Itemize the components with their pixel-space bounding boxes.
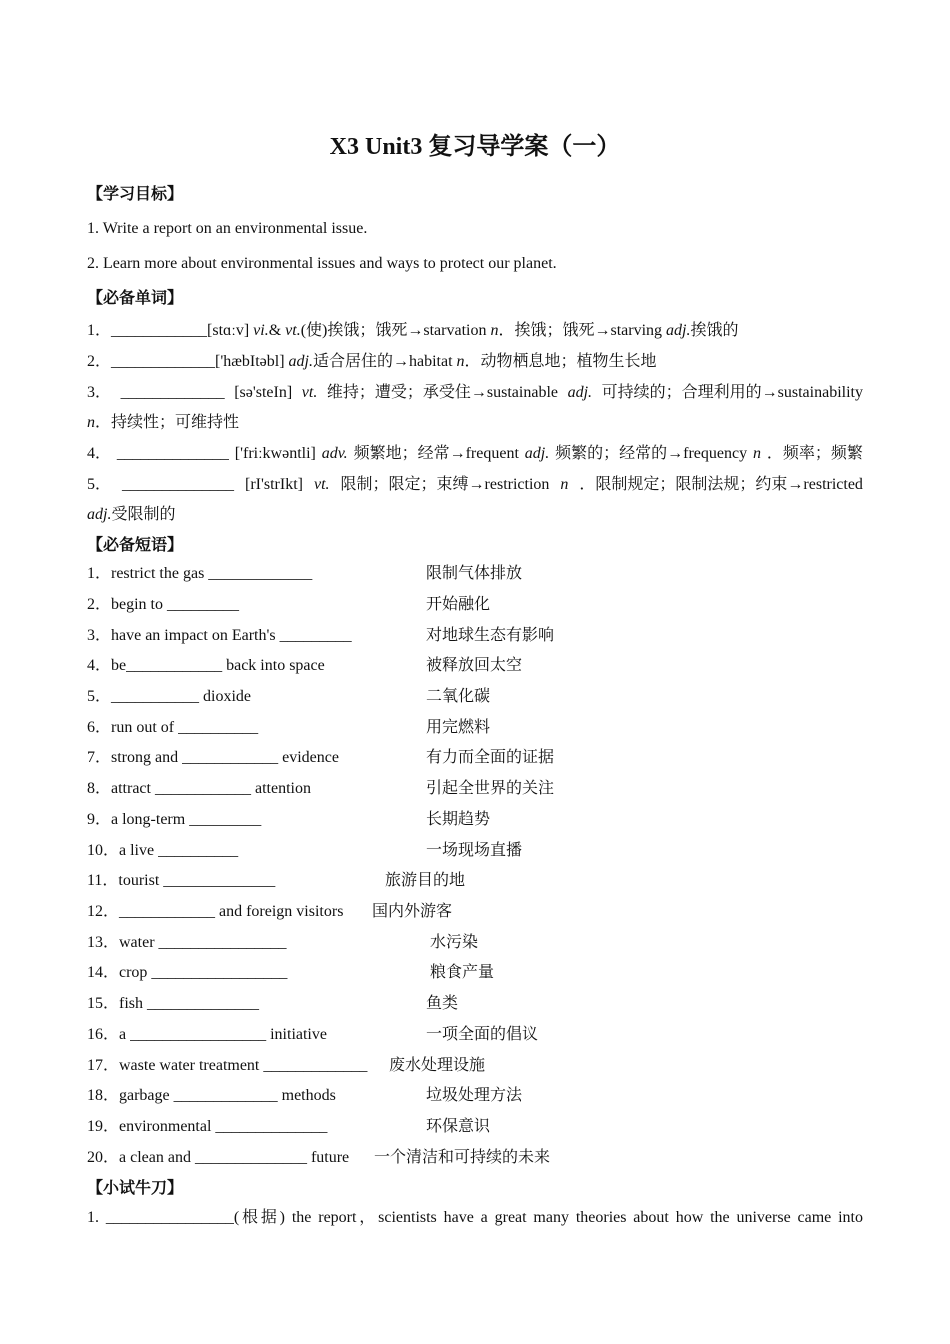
word-item-2 xyxy=(87,352,657,372)
word-text: 限制；限定；束缚→restriction xyxy=(340,476,550,493)
phrase-en: 18．garbage _____________ methods xyxy=(87,1087,336,1104)
word-blank: ____________ xyxy=(111,322,208,339)
phrase-zh: 长期趋势 xyxy=(426,811,491,828)
word-text: 可持续的；合理利用的→sustainability xyxy=(601,384,863,401)
word-pos: n xyxy=(560,476,569,493)
word-item-5 xyxy=(87,475,863,495)
word-number: 2． xyxy=(87,353,112,370)
phrase-en: 7．strong and ____________ evidence xyxy=(87,749,339,766)
phrase-en: 19．environmental ______________ xyxy=(87,1118,328,1135)
phrase-en: 8．attract ____________ attention xyxy=(87,780,311,797)
phrase-en: 4．be____________ back into space xyxy=(87,657,325,674)
word-text: ．动物栖息地；植物生长地 xyxy=(464,353,657,370)
section-phrases-heading: 【必备短语】 xyxy=(87,537,184,554)
practice-text: 1. ________________(根据) the report，scientists have a great many theories about how the universe came into xyxy=(87,1209,863,1226)
phrase-en: 20．a clean and ______________ future xyxy=(87,1149,350,1166)
word-pos: n xyxy=(87,414,95,431)
word-text: 频繁的；经常的→frequency xyxy=(555,445,748,462)
phrase-zh: 有力而全面的证据 xyxy=(426,749,555,766)
phrase-en: 15．fish ______________ xyxy=(87,995,260,1012)
phrase-zh: 二氧化碳 xyxy=(426,688,491,705)
word-item-1 xyxy=(87,321,739,341)
word-pos: adj. xyxy=(87,506,112,523)
word-pos: adj. xyxy=(524,445,550,462)
word-text: ．持续性；可维持性 xyxy=(95,414,240,431)
phrase-zh: 废水处理设施 xyxy=(389,1057,486,1074)
word-pos: adj. xyxy=(567,384,593,401)
phrase-en: 6．run out of __________ xyxy=(87,719,259,736)
word-pos: vt. xyxy=(313,476,330,493)
word-phonetic: ['hæbItəbl] xyxy=(215,353,289,370)
goal-item-2: 2. Learn more about environmental issues and ways to protect our planet. xyxy=(87,255,557,272)
word-pos: n xyxy=(456,353,465,370)
goal-item-1: 1. Write a report on an environmental issue. xyxy=(87,220,368,237)
word-phonetic: [sə'steIn] xyxy=(234,384,293,401)
word-item-5-cont xyxy=(87,505,175,525)
phrase-en: 1．restrict the gas _____________ xyxy=(87,565,313,582)
phrase-zh: 一场现场直播 xyxy=(426,842,523,859)
phrase-zh: 旅游目的地 xyxy=(385,872,466,889)
phrase-zh: 粮食产量 xyxy=(430,964,495,981)
word-text: 受限制的 xyxy=(111,506,176,523)
word-blank: _____________ xyxy=(120,384,225,401)
word-text: (使)挨饿；饿死→starvation xyxy=(300,322,491,339)
phrase-en: 10．a live __________ xyxy=(87,842,239,859)
word-pos: n xyxy=(752,445,761,462)
word-number: 5． xyxy=(87,476,112,493)
word-blank: ______________ xyxy=(122,476,235,493)
word-number: 3． xyxy=(87,384,112,401)
word-pos: adj. xyxy=(288,353,313,370)
phrase-zh: 国内外游客 xyxy=(372,903,453,920)
word-number: 1． xyxy=(87,322,112,339)
phrase-en: 17．waste water treatment _____________ xyxy=(87,1057,368,1074)
phrase-en: 3．have an impact on Earth's _________ xyxy=(87,627,352,644)
word-number: 4． xyxy=(87,445,112,462)
word-item-3-cont xyxy=(87,413,239,433)
phrase-zh: 开始融化 xyxy=(426,596,491,613)
word-pos: vt. xyxy=(301,384,318,401)
phrase-zh: 用完燃料 xyxy=(426,719,491,736)
phrase-zh: 鱼类 xyxy=(426,995,459,1012)
section-practice-heading: 【小试牛刀】 xyxy=(87,1180,184,1197)
section-goals-heading: 【学习目标】 xyxy=(87,186,184,203)
phrase-en: 2．begin to _________ xyxy=(87,596,239,613)
phrase-zh: 引起全世界的关注 xyxy=(426,780,555,797)
word-pos: vt. xyxy=(285,322,301,339)
phrase-en: 13．water ________________ xyxy=(87,934,287,951)
word-item-3 xyxy=(87,383,863,403)
phrase-en: 5．___________ dioxide xyxy=(87,688,251,705)
phrase-zh: 环保意识 xyxy=(426,1118,491,1135)
word-text: 维持；遭受；承受住→sustainable xyxy=(326,384,559,401)
phrase-zh: 一个清洁和可持续的未来 xyxy=(374,1149,551,1166)
practice-item-1 xyxy=(87,1208,863,1228)
word-phonetic: ['friːkwəntli] xyxy=(234,445,316,462)
word-blank: ______________ xyxy=(116,445,229,462)
section-words-heading: 【必备单词】 xyxy=(87,290,184,307)
phrase-en: 12．____________ and foreign visitors xyxy=(87,903,344,920)
word-pos: adj. xyxy=(666,322,691,339)
word-text: ．挨饿；饿死→starving xyxy=(498,322,667,339)
phrase-zh: 被释放回太空 xyxy=(426,657,523,674)
phrase-zh: 水污染 xyxy=(430,934,479,951)
phrase-en: 16．a _________________ initiative xyxy=(87,1026,327,1043)
word-text: & xyxy=(268,322,286,339)
phrase-zh: 对地球生态有影响 xyxy=(426,627,555,644)
phrase-en: 11．tourist ______________ xyxy=(87,872,276,889)
phrase-en: 9．a long-term _________ xyxy=(87,811,262,828)
word-text: ．频率；频繁 xyxy=(766,445,863,462)
phrase-en: 14．crop _________________ xyxy=(87,964,288,981)
phrase-zh: 垃圾处理方法 xyxy=(426,1087,523,1104)
word-item-4 xyxy=(87,444,863,464)
page-title: X3 Unit3 复习导学案（一） xyxy=(329,134,621,160)
word-text: 频繁地；经常→frequent xyxy=(353,445,519,462)
phrase-zh: 限制气体排放 xyxy=(426,565,523,582)
phrase-zh: 一项全面的倡议 xyxy=(426,1026,539,1043)
word-pos: adv. xyxy=(321,445,348,462)
word-phonetic: [rI'strIkt] xyxy=(245,476,303,493)
word-text: 挨饿的 xyxy=(690,322,739,339)
word-text: 适合居住的→habitat xyxy=(313,353,457,370)
word-pos: vi. xyxy=(253,322,269,339)
word-blank: _____________ xyxy=(111,353,216,370)
word-pos: n xyxy=(490,322,499,339)
word-phonetic: [stɑːv] xyxy=(207,322,254,339)
word-text: ．限制规定；限制法规；约束→restricted xyxy=(579,476,863,493)
